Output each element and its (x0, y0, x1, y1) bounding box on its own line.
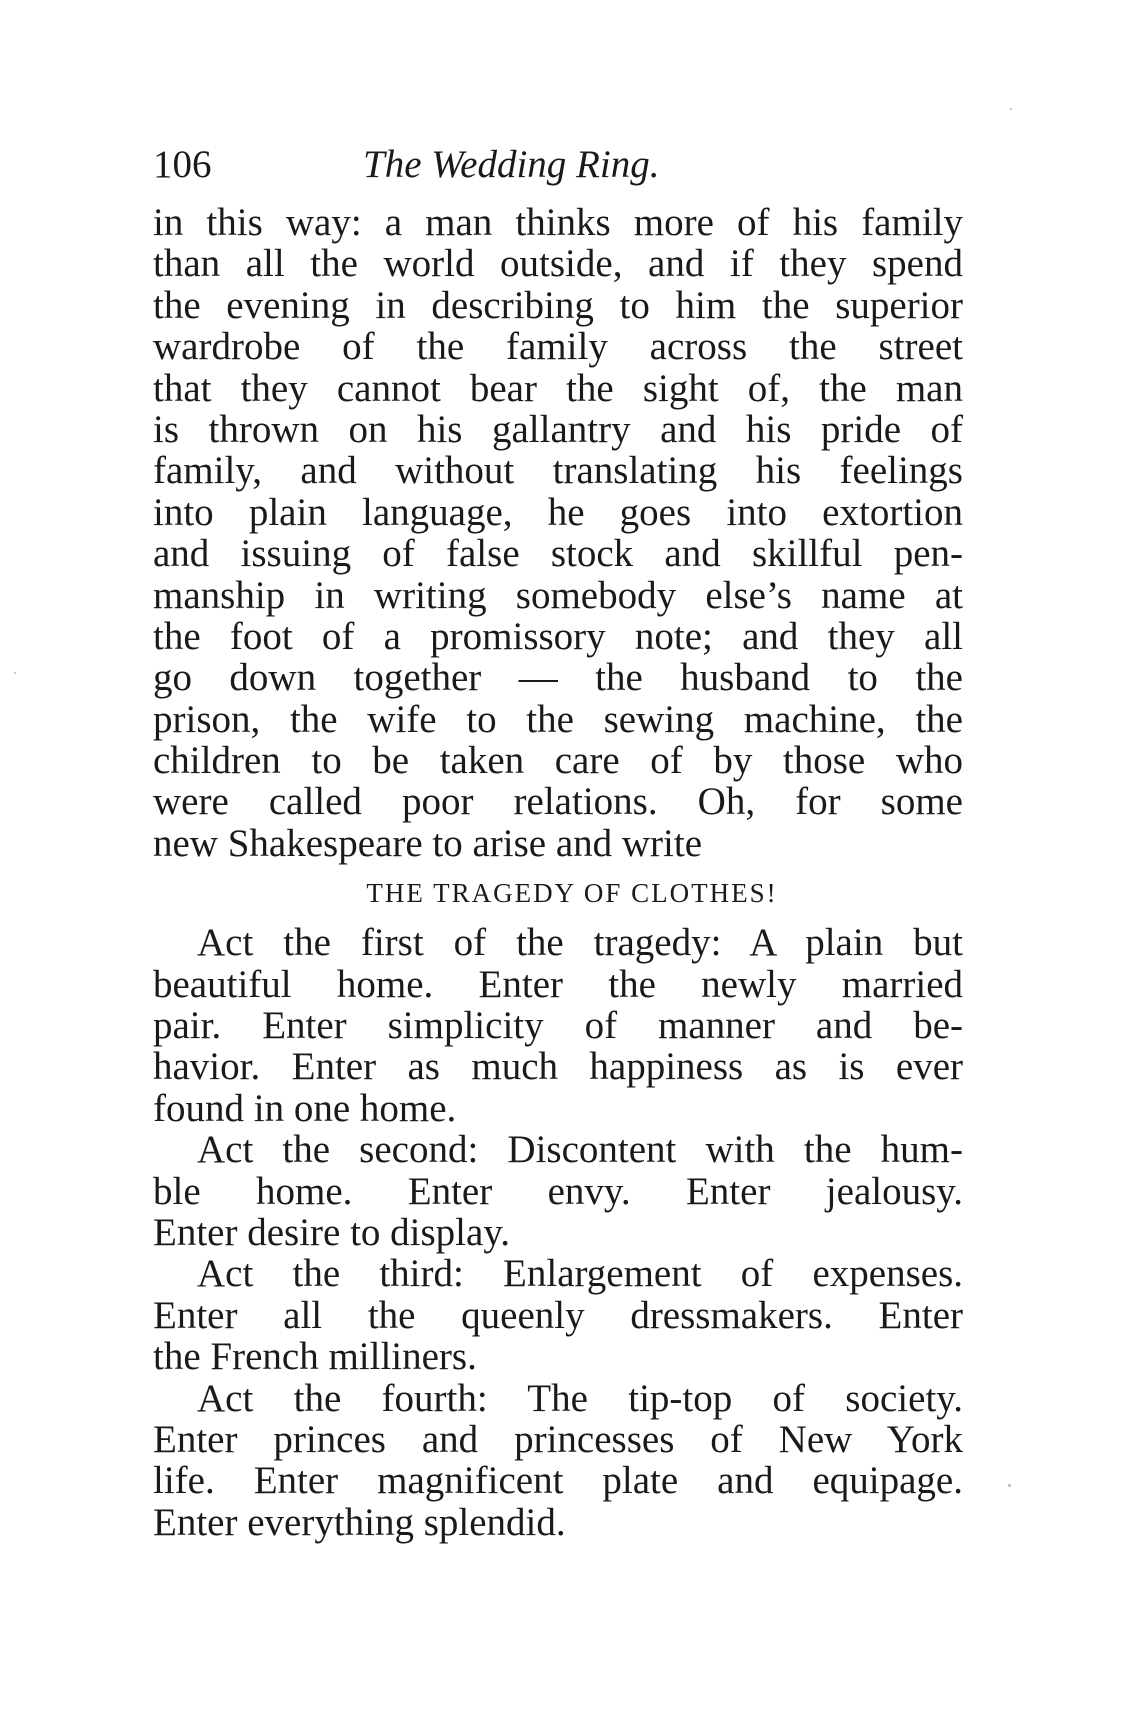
text-line: pair. Enter simplicity of manner and be- (153, 1004, 963, 1048)
text-line: in this way: a man thinks more of his family (153, 201, 963, 244)
text-line: new Shakespeare to arise and write (153, 821, 703, 865)
text-line: the foot of a promissory note; and they all (153, 614, 963, 658)
text-line: Act the second: Discontent with the hum- (197, 1128, 963, 1172)
text-line: were called poor relations. Oh, for some (153, 780, 963, 824)
text-line: Act the first of the tragedy: A plain but (197, 921, 963, 965)
text-line: manship in writing somebody else’s name at (153, 573, 963, 617)
act-first-paragraph (153, 922, 963, 1129)
text-line: the French milliners. (153, 1335, 477, 1379)
text-line: the evening in describing to him the superior (153, 283, 963, 327)
scan-speck (14, 672, 16, 674)
text-line: wardrobe of the family across the street (153, 325, 963, 369)
page-number: 106 (153, 143, 212, 186)
text-line: into plain language, he goes into extortion (153, 490, 963, 534)
scan-speck (1010, 108, 1012, 110)
text-line: and issuing of false stock and skillful pen- (153, 532, 963, 576)
act-second-paragraph (153, 1129, 963, 1253)
act-third-paragraph (153, 1253, 963, 1377)
text-line: that they cannot bear the sight of, the man (153, 366, 963, 410)
text-line: Enter desire to display. (153, 1210, 511, 1254)
section-heading: THE TRAGEDY OF CLOTHES! (366, 878, 778, 909)
act-fourth-paragraph (153, 1378, 963, 1544)
text-line: found in one home. (153, 1086, 457, 1130)
body-text (153, 202, 963, 1543)
running-title: The Wedding Ring. (363, 143, 660, 186)
text-line: than all the world outside, and if they spend (153, 242, 963, 286)
text-line: Enter princes and princesses of New York (153, 1417, 963, 1461)
scan-speck (1008, 1484, 1011, 1487)
text-line: havior. Enter as much happiness as is ever (153, 1045, 963, 1089)
paragraph-continued (153, 202, 963, 864)
running-head (153, 140, 963, 190)
text-line: Act the third: Enlargement of expenses. (197, 1252, 963, 1296)
text-line: prison, the wife to the sewing machine, the (153, 697, 963, 741)
text-line: go down together — the husband to the (153, 656, 963, 700)
text-line: Enter everything splendid. (153, 1500, 566, 1544)
text-line: family, and without translating his feelings (153, 449, 963, 493)
text-line: children to be taken care of by those who (153, 739, 963, 783)
text-line: Enter all the queenly dressmakers. Enter (153, 1293, 963, 1337)
text-line: life. Enter magnificent plate and equipage. (153, 1459, 963, 1503)
text-line: beautiful home. Enter the newly married (153, 962, 963, 1006)
text-line: ble home. Enter envy. Enter jealousy. (153, 1169, 963, 1213)
text-line: Act the fourth: The tip-top of society. (197, 1376, 963, 1420)
text-line: is thrown on his gallantry and his pride of (153, 407, 963, 451)
